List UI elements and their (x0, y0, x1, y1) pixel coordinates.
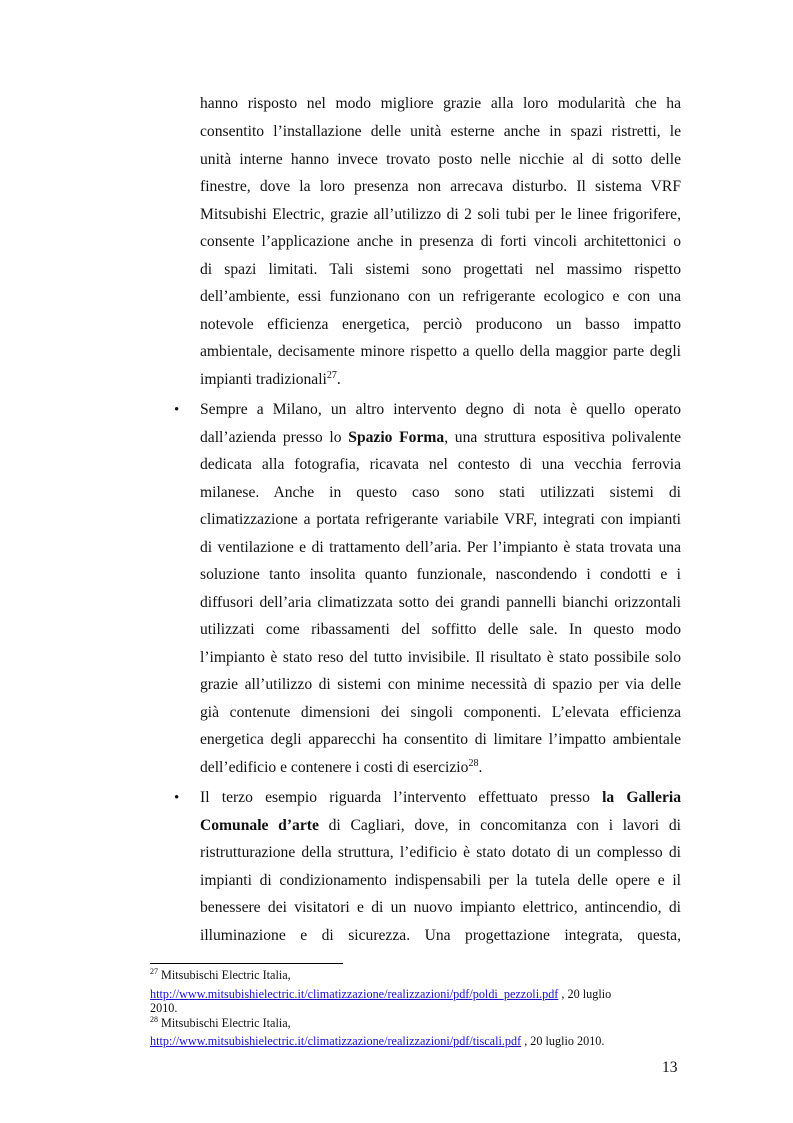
paragraph-line: unità interne hanno invece trovato posto nelle nicchie al di sotto delle (200, 151, 681, 168)
paragraph-line: hanno risposto nel modo migliore grazie alla loro modularità che ha (200, 95, 681, 112)
paragraph-line: notevole efficienza energetica, perciò producono un basso impatto (200, 316, 681, 333)
bullet1-line: energetica degli apparecchi ha consentito di limitare l’impatto ambientale (200, 731, 681, 748)
bullet1-line: grazie all’utilizzo di sistemi con minime necessità di spazio per via delle (200, 676, 681, 693)
footnote-28-link-line: http://www.mitsubishielectric.it/climatizzazione/realizzazioni/pdf/tiscali.pdf , 20 luglio 2010. (150, 1034, 605, 1048)
paragraph-line: consentito l’installazione delle unità esterne anche in spazi ristretti, le (200, 123, 681, 140)
bullet2-line: illuminazione e di sicurezza. Una progettazione integrata, questa, (200, 927, 681, 944)
bullet-icon: • (174, 790, 180, 806)
bullet1-line: dall’azienda presso lo Spazio Forma, una struttura espositiva polivalente (200, 429, 682, 446)
bold-term-galleria: la Galleria (602, 789, 681, 806)
footnote-27-continuation: 2010. (150, 1001, 178, 1015)
paragraph-line: di spazi limitati. Tali sistemi sono progettati nel massimo rispetto (200, 261, 681, 278)
bullet-icon: • (174, 402, 180, 418)
footnote-27: $^{27}$ Mitsubischi Electric Italia, (150, 966, 291, 982)
paragraph-line: consente l’applicazione anche in presenza di forti vincoli architettonici o (200, 233, 681, 250)
paragraph-line: Mitsubishi Electric, grazie all’utilizzo di 2 soli tubi per le linee frigorifere, (200, 206, 681, 223)
footnote-link[interactable]: http://www.mitsubishielectric.it/climatizzazione/realizzazioni/pdf/poldi_pezzoli.pdf (150, 987, 559, 1001)
footnote-27-link-line: http://www.mitsubishielectric.it/climatizzazione/realizzazioni/pdf/poldi_pezzoli.pdf , 20 luglio (150, 987, 612, 1001)
bullet1-line: di ventilazione e di trattamento dell’aria. Per l’impianto è stata trovata una (200, 539, 681, 556)
bullet1-last-line: dell’edificio e contenere i costi di esercizio$^{28}$. (200, 757, 483, 776)
bullet1-line: Sempre a Milano, un altro intervento degno di nota è quello operato (200, 401, 681, 418)
paragraph-line: dell’ambiente, essi funzionano con un refrigerante ecologico e con una (200, 288, 681, 305)
bullet2-line: benessere dei visitatori e di un nuovo impianto elettrico, antincendio, di (200, 899, 681, 916)
bullet2-line: impianti di condizionamento indispensabili per la tutela delle opere e il (200, 872, 681, 889)
bullet2-line: ristrutturazione della struttura, l’edificio è stato dotato di un complesso di (200, 844, 681, 861)
paragraph-line: finestre, dove la loro presenza non arrecava disturbo. Il sistema VRF (200, 178, 681, 195)
footnote-ref-28[interactable]: 28 (468, 757, 479, 769)
bullet1-line: utilizzati come ribassamenti del soffitto delle sale. In questo modo (200, 621, 681, 638)
bullet2-line: Comunale d’arte di Cagliari, dove, in concomitanza con i lavori di (200, 817, 681, 834)
bullet1-line: dedicata alla fotografia, ricavata nel contesto di una vecchia ferrovia (200, 456, 681, 473)
footnote-link[interactable]: http://www.mitsubishielectric.it/climatizzazione/realizzazioni/pdf/tiscali.pdf (150, 1034, 522, 1048)
paragraph-last-line: impianti tradizionali$^{27}$. (200, 369, 341, 388)
bullet2-line: Il terzo esempio riguarda l’intervento effettuato presso la Galleria (200, 789, 681, 806)
bold-term-spazio-forma: Spazio Forma (348, 429, 445, 446)
footnote-28: $^{28}$ Mitsubischi Electric Italia, (150, 1014, 291, 1030)
paragraph-line: ambientale, decisamente minore rispetto a quello della maggior parte degli (200, 343, 681, 360)
bullet1-line: milanese. Anche in questo caso sono stati utilizzati sistemi di (200, 484, 681, 501)
bullet1-line: già contenute dimensioni dei singoli componenti. L’elevata efficienza (200, 704, 681, 721)
bullet1-line: l’impianto è stato reso del tutto invisibile. Il risultato è stato possibile solo (200, 649, 681, 666)
footnote-ref-27[interactable]: 27 (326, 369, 337, 381)
bullet1-line: diffusori dell’aria climatizzata sotto dei grandi pannelli bianchi orizzontali (200, 594, 681, 611)
footnote-divider (150, 963, 343, 964)
bullet1-line: soluzione tanto insolita quanto funzionale, nascondendo i condotti e i (200, 566, 681, 583)
bold-term-comunale: Comunale d’arte (200, 817, 319, 834)
page-number: 13 (662, 1059, 678, 1076)
bullet1-line: climatizzazione a portata refrigerante variabile VRF, integrati con impianti (200, 511, 681, 528)
